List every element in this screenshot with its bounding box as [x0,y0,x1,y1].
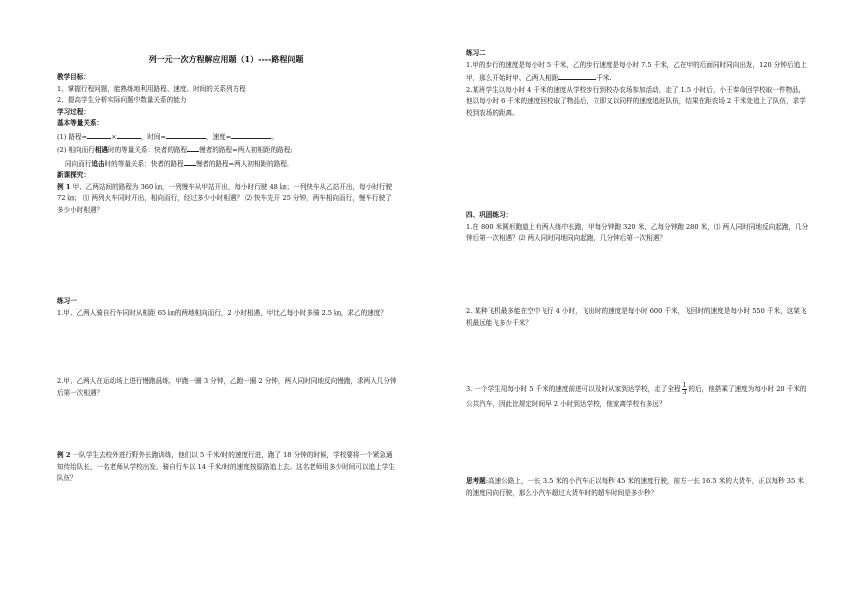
blank [184,157,196,166]
practice-2-heading: 练习二 [466,49,486,57]
consolidate-question-1: 1.在 800 米圆形跑道上有两人练中长跑，甲每分钟跑 320 米，乙每分钟跑 280 米，⑴ 两人同时同地反向起跑，几分钟后第一次相遇？⑵ 两人同时同地同向起跑，几分钟后第一次相遇？ [466,222,809,243]
relation-2 [57,143,397,157]
relation-2-text: 时的等量关系：快者的路程 [108,146,188,155]
practice-2-question-1 [466,60,810,85]
relation-1 [57,130,397,144]
new-lesson-heading: 新课探究： [57,171,90,180]
process-heading: 学习过程： [57,107,90,116]
think-text: :高速公路上，一长 3.5 米的小汽车正以每秒 45 米的速度行驶，前方一长 16.5 米的大货车，正以每秒 35 米的速度同向行驶，那么小汽车超过大货车时的超车时间是多少秒？ [466,477,804,497]
relation-3-text: 同向而行 [65,159,92,168]
relation-3-keyword: 追击 [91,159,105,168]
speed-label: ，速度= [206,132,232,141]
objective-2: 2、提高学生分析实际问题中数量关系的能力 [57,96,187,105]
consolidate-section [466,210,810,245]
example-1-text: 甲、乙两站间的路程为 360 ㎞，一列慢车从甲站开出，每小时行驶 48 ㎞；一列快车从乙站开出，每小时行驶 72 ㎞； ⑴ 两列火车同时开出，相向而行，经过多少小时相遇？ ⑵ 快车先开 25 分钟，两车相向而行，慢车行驶了多少小时相遇？ [57,182,393,214]
example-2-text: 一队学生去校外进行野外长跑训练，他们以 5 千米/时的速度行进，跑了 18 分钟的时候，学校要将一个紧急通知传给队长，一名老师从学校出发，骑自行车以 14 千米/时的速度按原路追上去。这名老师用多少时间可以追上学生队伍？ [57,451,395,483]
consolidate-heading: 四、巩固练习： [466,211,513,219]
practice-1-section [57,296,397,319]
practice-1-question-2: 2.甲、乙两人在运动场上进行慢跑晨练，甲跑一圈 3 分钟，乙跑一圈 2 分钟，两人同时同地反向慢跑，求两人几分钟后第一次相遇？ [57,377,397,397]
think-question [466,476,810,499]
blank [87,130,111,139]
fraction-denominator: 3 [682,388,687,396]
basic-relations-heading: 基本等量关系： [57,119,104,128]
example-1 [57,182,397,217]
example-1-label: 例 1 [57,182,71,191]
example-2-label: 例 2 [57,451,71,459]
practice-2-q1-text: 1.甲的步行的速度是每小时 5 千米，乙的步行速度是每小时 7.5 千米，乙在甲的后面同时同向出发，120 分钟后追上甲，那么开始时甲、乙两人相距 [466,60,807,83]
objective-1: 1、掌握行程问题，能熟练地利用路程、速度、时间的关系列方程 [57,84,246,93]
fraction-one-third [682,383,688,396]
relation-2-keyword: 相遇 [94,146,108,155]
period: 。 [271,132,278,141]
blank [166,130,206,139]
objectives-section [57,72,397,216]
question-3-text: 3. 一个学生用每小时 5 千米的速度前进可以及时从家到达学校，走了全程 [466,385,681,393]
relation-3 [57,157,397,171]
time-label: ，时间= [140,132,166,141]
consolidate-question-2: 2. 某种飞机最多能在空中飞行 4 小时，飞出时的速度是每小时 600 千米，飞回时的速度是每小时 550 千米，这架飞机最远能飞多少千米？ [466,307,807,327]
blank [558,71,596,80]
example-2 [57,450,397,485]
relation-1-text: (1) 路程= [57,132,88,141]
relation-3-text: 时的等量关系：快者的路程 [104,159,184,168]
practice-1-heading: 练习一 [57,297,77,305]
practice-2-section [466,48,810,119]
page-title: 列一元一次方程解应用题（1）----路程问题 [148,54,304,64]
blank [231,130,271,139]
relation-3-text: 慢者的路程=两人初相距的路程. [195,159,290,168]
practice-2-question-2: 2.某班学生以每小时 4 千米的速度从学校步行到校办农场参加活动，走了 1.5 小时后，小王奉命回学校取一件物品，他以每小时 6 千米的速度回校取了物品后，立即又以同样的速度追赶队伍，结果在距农场 2 千米处追上了队伍，求学校到农场的距离。 [466,85,806,117]
objectives-heading: 教学目标： [57,73,90,81]
practice-2-q1-unit: 千米. [596,74,612,83]
blank [187,143,199,152]
question-3-text: 的后，他搭乘了速度为每小时 20 千米的公共汽车，因此比规定时间早 2 小时到达学校，他家离学校有多远？ [466,385,807,408]
relation-2-text: 慢者的路程=两人初相距的路程; [199,146,293,155]
times-sign: × [111,132,117,141]
relation-2-text: (2) 相向而行 [57,146,95,155]
practice-1-question-1: 1.甲、乙两人骑自行车同时从相距 65 ㎞的两地相向而行，2 小时相遇，甲比乙每小时多骑 2.5 ㎞，求乙的速度？ [57,308,387,317]
think-label: 思考题 [466,477,486,485]
fraction-numerator: 1 [682,381,687,389]
blank [117,130,141,139]
consolidate-question-3 [466,382,810,411]
